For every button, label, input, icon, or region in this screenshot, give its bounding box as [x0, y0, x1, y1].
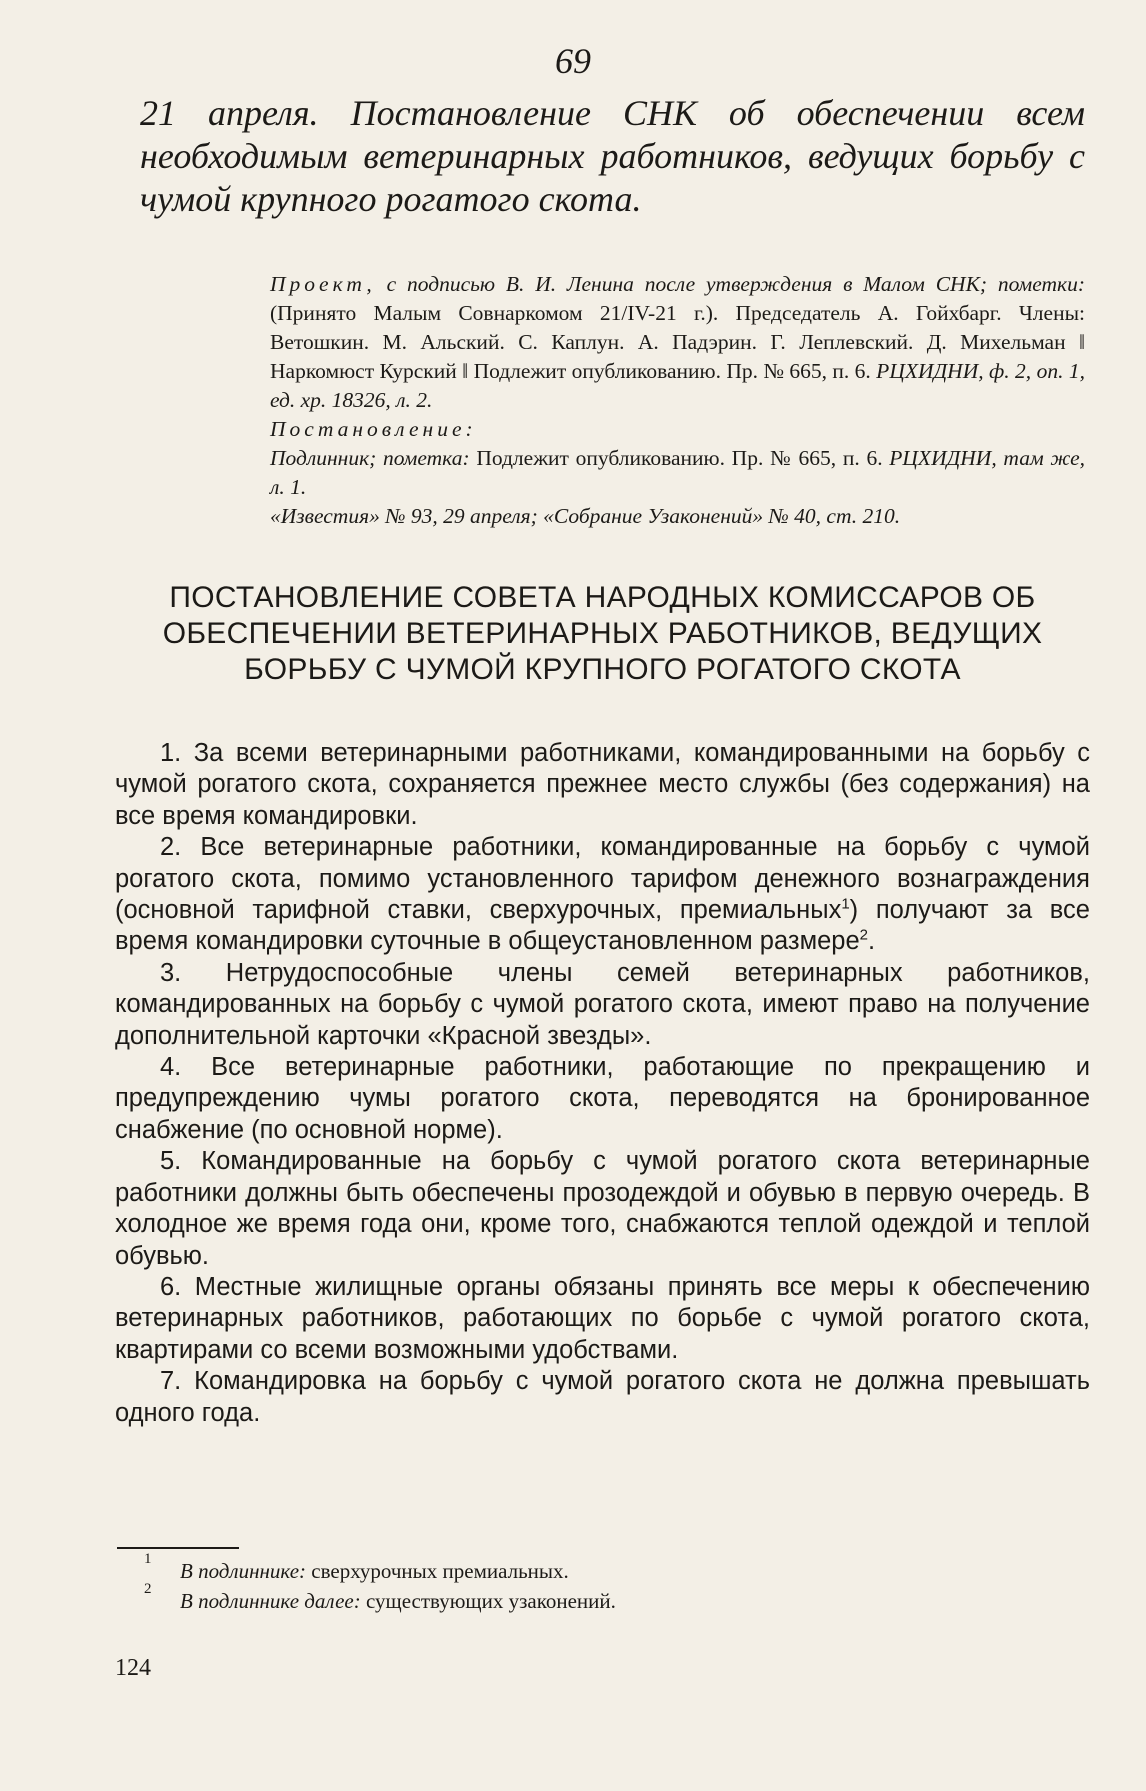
original-italic: Подлинник; пометка:: [270, 446, 470, 470]
footnote-ref-1: 1: [841, 895, 850, 913]
footnote-ref-2: 2: [859, 926, 868, 944]
archival-notes: [270, 270, 1085, 531]
publication-note: «Известия» № 93, 29 апреля; «Собрание Узаконений» № 40, ст. 210.: [270, 504, 901, 528]
document-number: 69: [555, 41, 591, 81]
paragraph-4: 4. Все ветеринарные работники, работающие по прекращению и предупреждению чумы рогатого скота, переводятся на бронированное снабжение (по основной норме).: [115, 1053, 1090, 1144]
page-number: 124: [115, 1655, 151, 1681]
original-text: Подлежит опубликованию. Пр. № 665, п. 6.: [469, 446, 883, 470]
paragraph-2: 2. Все ветеринарные работники, командированные на борьбу с чумой рогатого скота, помимо установленного тарифом денежного вознаграждения (основной тарифной ставки, сверхурочных, премиальных$^1$) получают за все время командировки суточные в общеустановленном размере$^2$.: [115, 833, 1090, 956]
original-archive: РЦХИДНИ, там же, л. 1.: [270, 446, 1085, 499]
footnote-1: 1 В подлиннике: сверхурочных премиальных.: [144, 1551, 569, 1583]
paragraph-5: 5. Командированные на борьбу с чумой рогатого скота ветеринарные работники должны быть обеспечены прозодеждой и обувью в первую очередь. В холодное же время года они, кроме того, снабжаются теплой одеждой и теплой обувью.: [115, 1147, 1090, 1270]
footnotes: [144, 1551, 1078, 1616]
paragraph-6: 6. Местные жилищные органы обязаны принять все меры к обеспечению ветеринарных работников, работающих по борьбе с чумой рогатого скота, квартирами со всеми возможными удобствами.: [115, 1272, 1090, 1364]
original-note: [270, 444, 1085, 502]
document-heading: 21 апреля. Постановление СНК об обеспечении всем необходимым ветеринарных работников, ведущих борьбу с чумой крупного рогатого скота.: [140, 93, 1085, 219]
footnote-divider: [117, 1547, 239, 1549]
paragraph-1: 1. За всеми ветеринарными работниками, командированными на борьбу с чумой рогатого скота, сохраняется прежнее место службы (без содержания) на все время командировки.: [115, 739, 1090, 830]
decree-title: ПОСТАНОВЛЕНИЕ СОВЕТА НАРОДНЫХ КОМИССАРОВ ОБ ОБЕСПЕЧЕНИИ ВЕТЕРИНАРНЫХ РАБОТНИКОВ, ВЕДУЩИХ БОРЬБУ С ЧУМОЙ КРУПНОГО РОГАТОГО СКОТА: [162, 581, 1043, 686]
paragraph-3: 3. Нетрудоспособные члены семей ветеринарных работников, командированных на борьбу с чумой рогатого скота, имеют право на получение дополнительной карточки «Красной звезды».: [115, 958, 1090, 1050]
project-note: [270, 270, 1085, 415]
project-archive: РЦХИДНИ, ф. 2, оп. 1, ед. хр. 18326, л. 2.: [270, 359, 1085, 412]
project-label: Проект,: [270, 272, 376, 296]
project-italic: с подписью В. И. Ленина после утверждения в Малом СНК; пометки:: [375, 272, 1085, 296]
paragraph-7: 7. Командировка на борьбу с чумой рогатого скота не должна превышать одного года.: [115, 1367, 1090, 1427]
footnote-2: 2 В подлиннике далее: существующих узаконений.: [144, 1581, 616, 1613]
project-text: (Принято Малым Совнаркомом 21/IV-21 г.). Председатель А. Гойхбарг. Члены: Ветошкин. М. Альский. С. Каплун. А. Падэрин. Г. Леплевский. Д. Михельман ‖ Наркомюст Курский ‖ Подлежит опубликованию. Пр. № 665, п. 6.: [270, 301, 1085, 383]
decree-body: [115, 738, 1090, 1429]
decree-label: Постановление:: [270, 417, 477, 441]
